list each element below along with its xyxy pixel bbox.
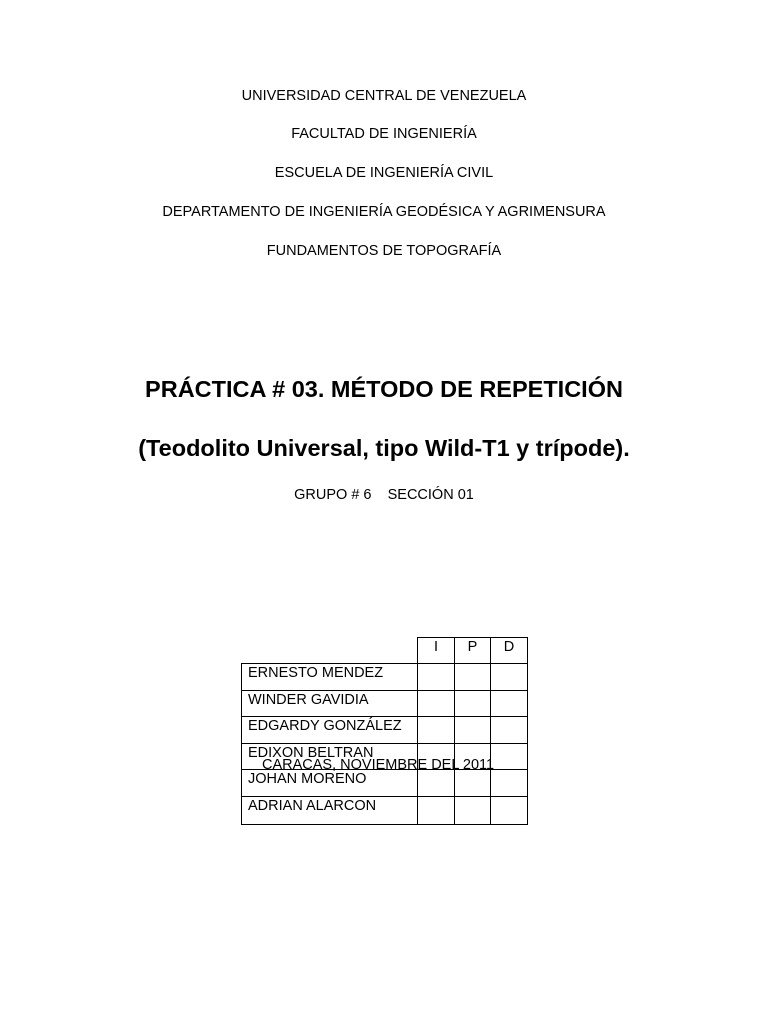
table-row-name: EDGARDY GONZÁLEZ — [241, 716, 418, 744]
column-header-d: D — [490, 637, 528, 664]
table-row-name: WINDER GAVIDIA — [241, 690, 418, 717]
table-cell — [417, 769, 455, 797]
table-cell — [490, 690, 528, 717]
table-cell — [417, 796, 455, 825]
practice-title: PRÁCTICA # 03. MÉTODO DE REPETICIÓN — [145, 376, 623, 402]
table-row-name: EDIXON BELTRAN — [241, 743, 418, 770]
table-row-name: JOHAN MORENO — [241, 769, 418, 797]
column-header-i: I — [417, 637, 455, 664]
table-cell — [454, 769, 491, 797]
table-cell — [490, 796, 528, 825]
practice-subtitle: (Teodolito Universal, tipo Wild-T1 y trípode). — [138, 435, 630, 461]
table-cell — [490, 716, 528, 744]
table-cell — [490, 743, 528, 770]
table-cell — [417, 663, 455, 691]
course-name: FUNDAMENTOS DE TOPOGRAFÍA — [266, 243, 502, 259]
table-cell — [417, 716, 455, 744]
table-row-name: ERNESTO MENDEZ — [241, 663, 418, 691]
table-cell — [454, 796, 491, 825]
attendance-table — [241, 637, 528, 825]
table-cell — [490, 663, 528, 691]
place-date: CARACAS, NOVIEMBRE DEL 2011 — [262, 757, 495, 773]
table-cell — [417, 690, 455, 717]
faculty-name: FACULTAD DE INGENIERÍA — [291, 126, 477, 142]
column-header-p: P — [454, 637, 491, 664]
group-section: GRUPO # 6 SECCIÓN 01 — [294, 487, 474, 503]
table-cell — [454, 690, 491, 717]
table-row-name: ADRIAN ALARCON — [241, 796, 418, 825]
table-cell — [454, 663, 491, 691]
table-cell — [490, 769, 528, 797]
table-cell — [454, 716, 491, 744]
school-name: ESCUELA DE INGENIERÍA CIVIL — [274, 165, 494, 181]
department-name: DEPARTAMENTO DE INGENIERÍA GEODÉSICA Y AGRIMENSURA — [162, 204, 606, 220]
university-name: UNIVERSIDAD CENTRAL DE VENEZUELA — [241, 88, 527, 104]
